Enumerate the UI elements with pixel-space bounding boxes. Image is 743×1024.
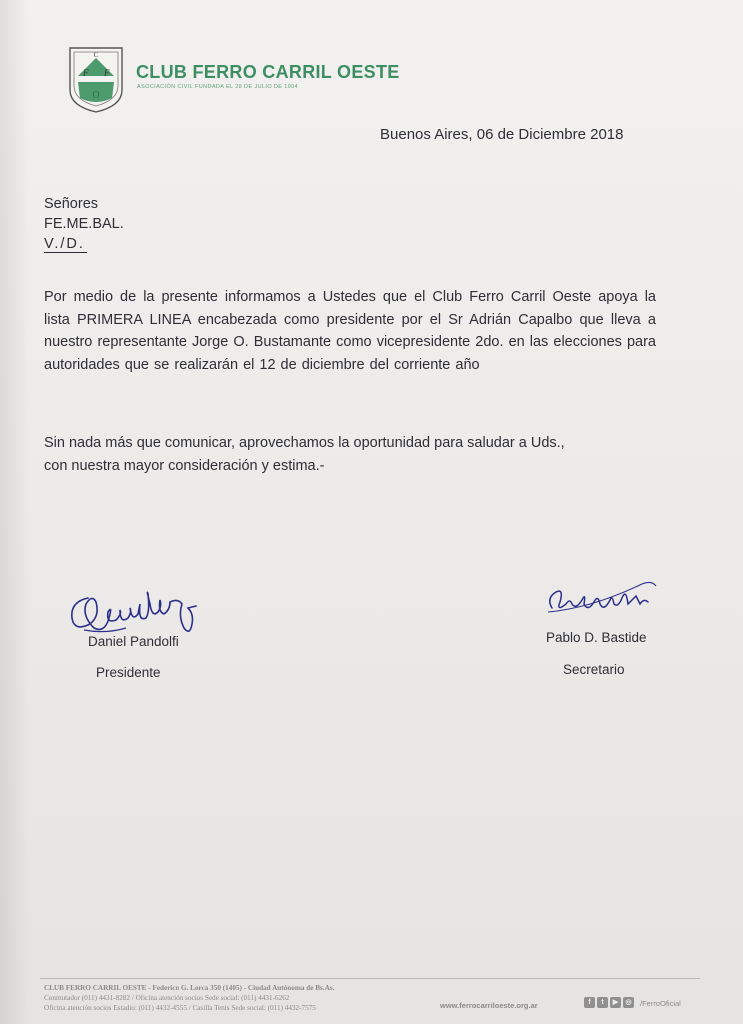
recipient-block bbox=[44, 194, 124, 254]
youtube-icon: ▶ bbox=[610, 997, 621, 1008]
club-crest-icon bbox=[66, 46, 126, 114]
closing-line-1: Sin nada más que comunicar, aprovechamos la oportunidad para saludar a Uds., bbox=[44, 435, 565, 451]
recipient-vd: V./D. bbox=[44, 236, 85, 252]
svg-text:F: F bbox=[83, 68, 89, 78]
svg-text:C: C bbox=[93, 51, 99, 59]
footer-line-1: CLUB FERRO CARRIL OESTE - Federico G. Lorca 350 (1405) - Ciudad Autónoma de Bs.As. bbox=[44, 984, 335, 992]
svg-text:O: O bbox=[92, 90, 100, 101]
footer-line-3: Oficina atención socios Estadio: (011) 4432-4555 / Casilla Tenis Sede social: (011) 4432-7575 bbox=[44, 1004, 316, 1012]
letter-date: Buenos Aires, 06 de Diciembre 2018 bbox=[380, 126, 624, 143]
secretary-name: Pablo D. Bastide bbox=[546, 630, 647, 645]
president-name: Daniel Pandolfi bbox=[88, 634, 179, 649]
paragraph-text: Por medio de la presente informamos a Ustedes que el Club Ferro Carril Oeste apoya la lista PRIMERA LINEA encabezada como presidente por el Sr Adrián Capalbo que lleva a nuestro representante Jorge O. Bustamante como vicepresidente 2do. en las elecciones para autoridades que se realizarán el 12 de diciembre del corriente año bbox=[44, 289, 656, 373]
closing-paragraph bbox=[44, 432, 656, 477]
social-icons bbox=[584, 997, 634, 1008]
footer-social-handle: /FerroOficial bbox=[640, 999, 681, 1008]
twitter-icon: t bbox=[597, 997, 608, 1008]
footer-address bbox=[44, 983, 334, 1013]
instagram-icon: ◎ bbox=[623, 997, 634, 1008]
secretary-signature bbox=[542, 574, 662, 620]
secretary-role: Secretario bbox=[563, 662, 625, 677]
closing-line-2: con nuestra mayor consideración y estima.- bbox=[44, 457, 325, 474]
footer-website: www.ferrocarriloeste.org.ar bbox=[440, 1001, 538, 1010]
footer-divider bbox=[40, 978, 700, 979]
recipient-organization: FE.ME.BAL. bbox=[44, 216, 124, 232]
president-role: Presidente bbox=[96, 665, 161, 680]
club-name: CLUB FERRO CARRIL OESTE bbox=[136, 62, 400, 82]
svg-text:F: F bbox=[104, 68, 110, 78]
page-shadow bbox=[0, 0, 30, 1024]
club-subtitle: ASOCIACIÓN CIVIL FUNDADA EL 28 DE JULIO DE 1904 bbox=[137, 84, 299, 90]
footer-line-2: Conmutador (011) 4431-8282 / Oficina atención socios Sede social: (011) 4431-6262 bbox=[44, 994, 290, 1002]
body-paragraph-1 bbox=[44, 286, 656, 376]
facebook-icon: f bbox=[584, 997, 595, 1008]
salutation: Señores bbox=[44, 196, 99, 212]
